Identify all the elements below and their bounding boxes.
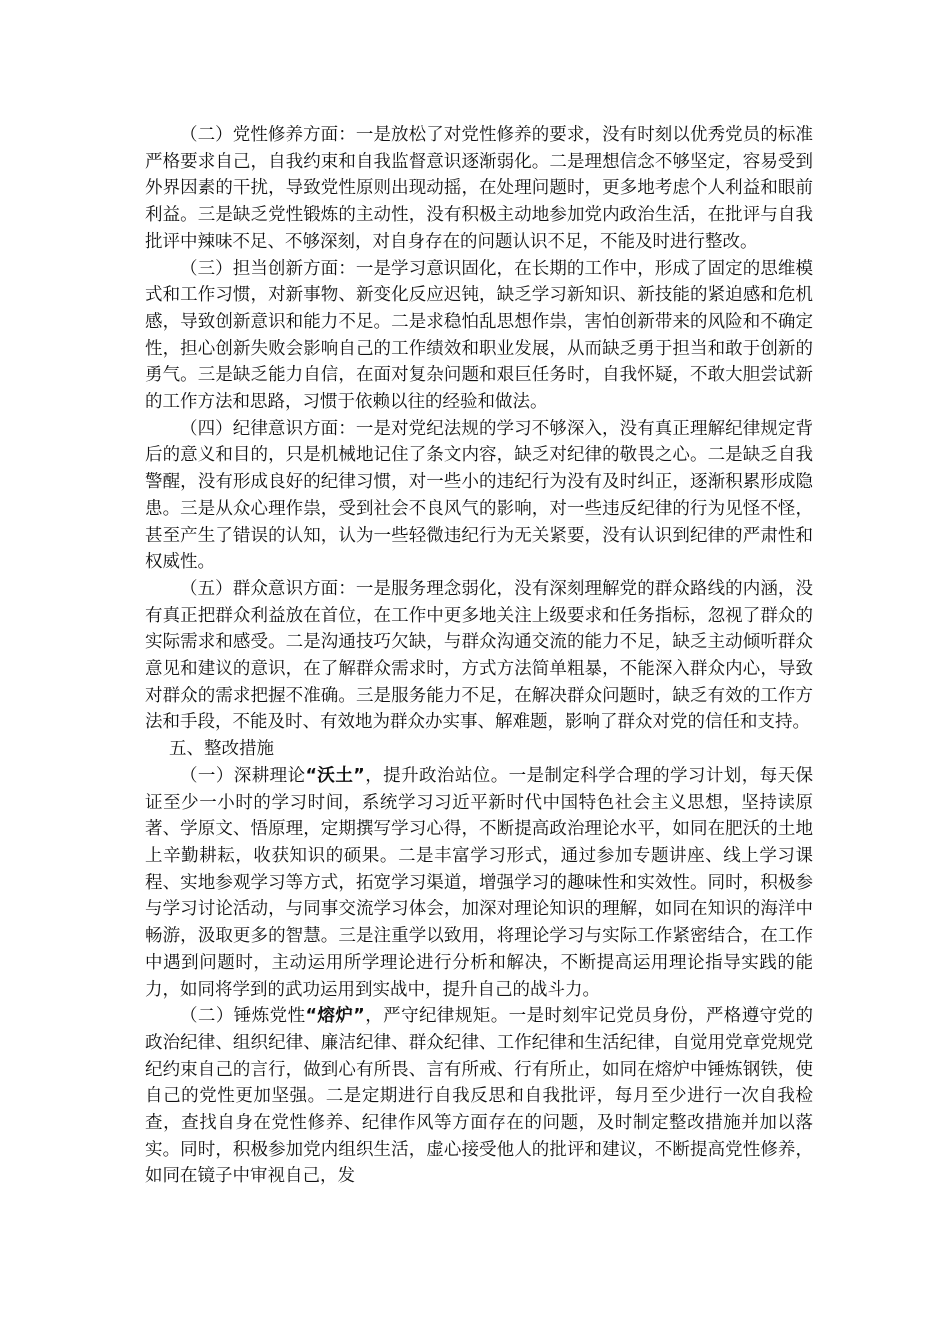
paragraph-discipline: （四）纪律意识方面：一是对党纪法规的学习不够深入，没有真正理解纪律规定背后的意义和目的，只是机械地记住了条文内容，缺乏对纪律的敬畏之心。二是缺乏自我警醒，没有形成良好的纪律习惯，对一些小的违纪行为没有及时纠正，逐渐积累形成隐患。三是从众心理作祟，受到社会不良风气的影响，对一些违反纪律的行为见怪不怪，甚至产生了错误的认知，认为一些轻微违纪行为无关紧要，没有认识到纪律的严肃性和权威性。 (145, 418, 813, 573)
paragraph-innovation: （三）担当创新方面：一是学习意识固化，在长期的工作中，形成了固定的思维模式和工作习惯，对新事物、新变化反应迟钝，缺乏学习新知识、新技能的紧迫感和危机感，导致创新意识和能力不足。二是求稳怕乱思想作祟，害怕创新带来的风险和不确定性，担心创新失败会影响自己的工作绩效和职业发展，从而缺乏勇于担当和敢于创新的勇气。三是缺乏能力自信，在面对复杂问题和艰巨任务时，自我怀疑，不敢大胆尝试新的工作方法和思路，习惯于依赖以往的经验和做法。 (145, 258, 813, 413)
measure-party-quote: “熔炉” (305, 1006, 365, 1027)
paragraph-measure-party-spirit (145, 1003, 813, 1190)
measure-party-body: ，严守纪律规矩。一是时刻牢记党员身份，严格遵守党的政治纪律、组织纪律、廉洁纪律、群众纪律、工作纪律和生活纪律，自觉用党章党规党纪约束自己的言行，做到心有所畏、言有所戒、行有所止，如同在熔炉中锤炼钢铁，使自己的党性更加坚强。二是定期进行自我反思和自我批评，每月至少进行一次自我检查，查找自身在党性修养、纪律作风等方面存在的问题，及时制定整改措施并加以落实。同时，积极参加党内组织生活，虚心接受他人的批评和建议，不断提高党性修养，如同在镜子中审视自己，发 (145, 1006, 813, 1187)
measure-party-lead: （二）锤炼党性 (180, 1006, 306, 1027)
measure-theory-lead: （一）深耕理论 (180, 765, 306, 786)
paragraph-mass-awareness: （五）群众意识方面：一是服务理念弱化，没有深刻理解党的群众路线的内涵，没有真正把群众利益放在首位，在工作中更多地关注上级要求和任务指标，忽视了群众的实际需求和感受。二是沟通技巧欠缺，与群众沟通交流的能力不足，缺乏主动倾听群众意见和建议的意识，在了解群众需求时，方式方法简单粗暴，不能深入群众内心，导致对群众的需求把握不准确。三是服务能力不足，在解决群众问题时，缺乏有效的工作方法和手段，不能及时、有效地为群众办实事、解难题，影响了群众对党的信任和支持。 (145, 578, 813, 733)
measure-theory-quote: “沃土” (305, 765, 365, 786)
section-heading-rectification: 五、整改措施 (169, 739, 274, 760)
document-body (145, 122, 813, 1190)
measure-theory-body: ，提升政治站位。一是制定科学合理的学习计划，每天保证至少一小时的学习时间，系统学习习近平新时代中国特色社会主义思想，坚持读原著、学原文、悟原理，定期撰写学习心得，不断提高政治理论水平，如同在肥沃的土地上辛勤耕耘，收获知识的硕果。二是丰富学习形式，通过参加专题讲座、线上学习课程、实地参观学习等方式，拓宽学习渠道，增强学习的趣味性和实效性。同时，积极参与学习讨论活动，与同事交流学习体会，加深对理论知识的理解，如同在知识的海洋中畅游，汲取更多的智慧。三是注重学以致用，将理论学习与实际工作紧密结合，在工作中遇到问题时，主动运用所学理论进行分析和解决，不断提高运用理论指导实践的能力，如同将学到的武功运用到实战中，提升自己的战斗力。 (145, 765, 813, 1000)
paragraph-party-spirit: （二）党性修养方面：一是放松了对党性修养的要求，没有时刻以优秀党员的标准严格要求自己，自我约束和自我监督意识逐渐弱化。二是理想信念不够坚定，容易受到外界因素的干扰，导致党性原则出现动摇，在处理问题时，更多地考虑个人利益和眼前利益。三是缺乏党性锻炼的主动性，没有积极主动地参加党内政治生活，在批评与自我批评中辣味不足、不够深刻，对自身存在的问题认识不足，不能及时进行整改。 (145, 125, 813, 252)
paragraph-measure-theory (145, 763, 813, 1003)
